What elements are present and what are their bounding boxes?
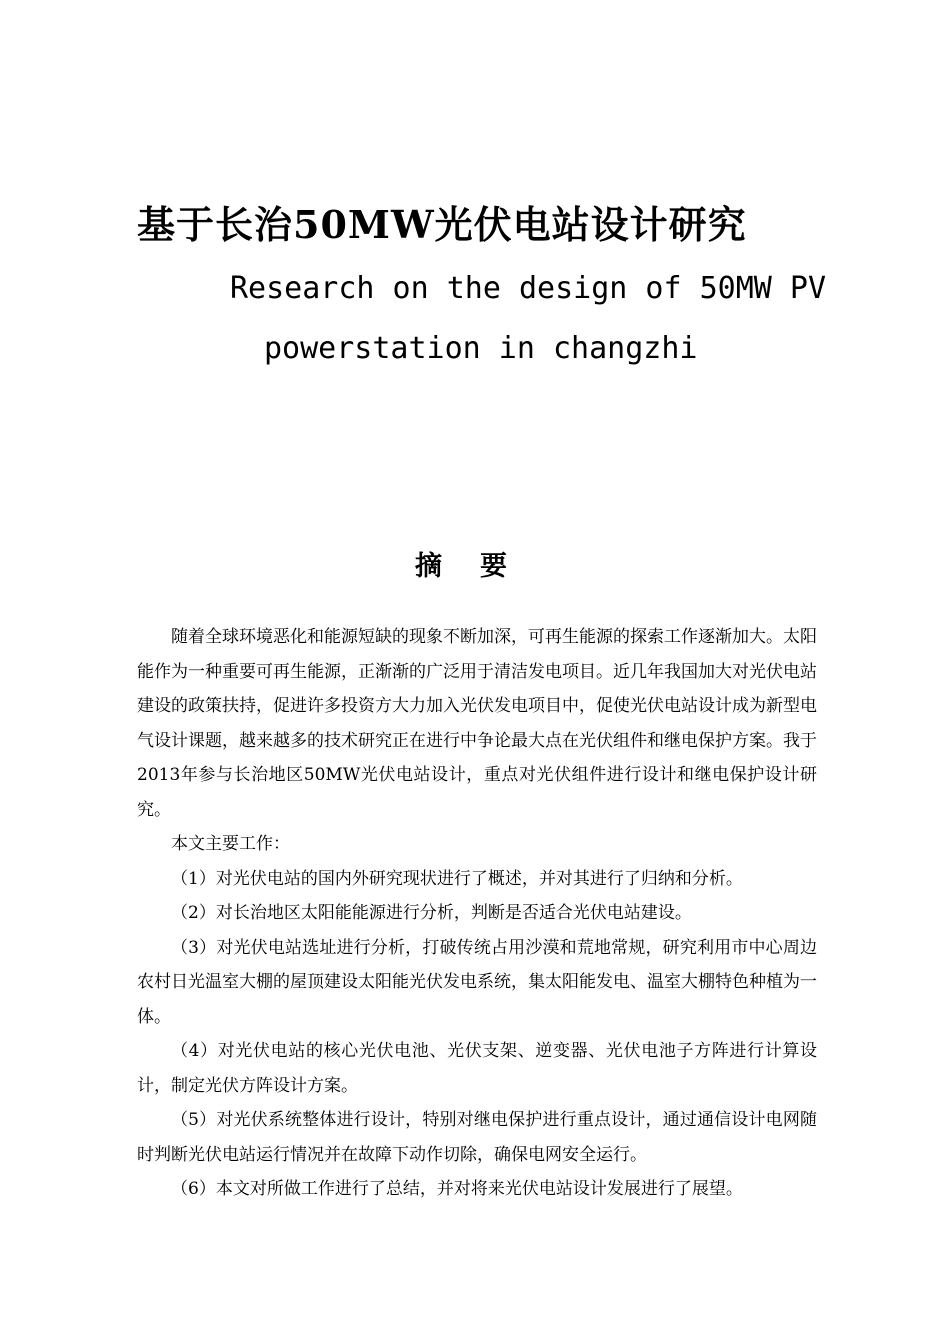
work-item-5: （5）对光伏系统整体进行设计，特别对继电保护进行重点设计，通过通信设计电网随时判断光伏电站运行情况并在故障下动作切除，确保电网安全运行。 [137, 1110, 817, 1165]
english-title-line-1: Research on the design of 50MW PV [230, 271, 827, 306]
work-item-2: （2）对长治地区太阳能能源进行分析，判断是否适合光伏电站建设。 [171, 903, 692, 923]
abstract-paragraph: 随着全球环境恶化和能源短缺的现象不断加深，可再生能源的探索工作逐渐加大。太阳能作为一种重要可再生能源，正渐渐的广泛用于清洁发电项目。近几年我国加大对光伏电站建设的政策扶持，促进许多投资方大力加入光伏发电项目中，促使光伏电站设计成为新型电气设计课题，越来越多的技术研究正在进行中争论最大点在光伏组件和继电保护方案。我于2013年参与长治地区50MW光伏电站设计，重点对光伏组件进行设计和继电保护设计研究。 [137, 627, 817, 820]
main-work-label: 本文主要工作： [171, 834, 290, 854]
work-item-3: （3）对光伏电站选址进行分析，打破传统占用沙漠和荒地常规，研究利用市中心周边农村日光温室大棚的屋顶建设太阳能光伏发电系统，集太阳能发电、温室大棚特色种植为一体。 [137, 937, 817, 1027]
chinese-title: 基于长治50MW光伏电站设计研究 [137, 202, 747, 247]
work-item-4: （4）对光伏电站的核心光伏电池、光伏支架、逆变器、光伏电池子方阵进行计算设计，制定光伏方阵设计方案。 [137, 1041, 817, 1096]
english-title-line-2: powerstation in changzhi [264, 331, 698, 366]
abstract-body [137, 620, 817, 1207]
abstract-heading: 摘要 [415, 551, 545, 582]
work-item-6: （6）本文对所做工作进行了总结，并对将来光伏电站设计发展进行了展望。 [171, 1179, 743, 1199]
work-item-1: （1）对光伏电站的国内外研究现状进行了概述，并对其进行了归纳和分析。 [171, 868, 743, 889]
